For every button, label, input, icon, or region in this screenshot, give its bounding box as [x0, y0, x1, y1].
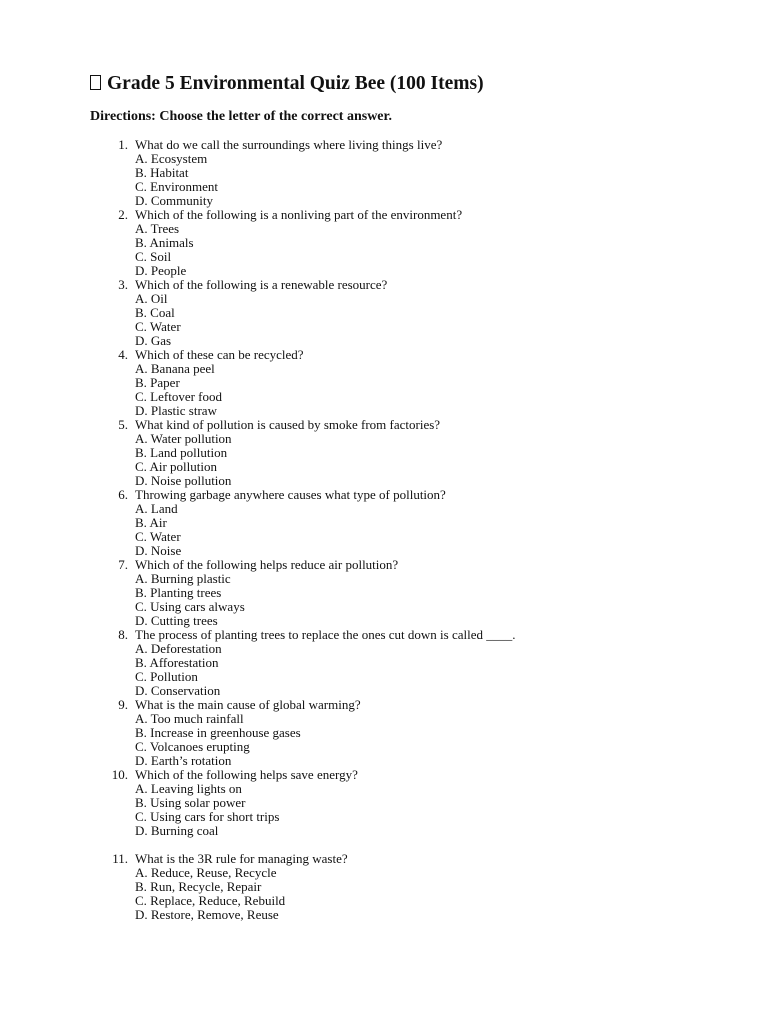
question-item	[0, 208, 768, 278]
answer-option: D. Cutting trees	[135, 613, 218, 628]
answer-option: B. Habitat	[135, 165, 189, 180]
question-number: 2.	[118, 207, 128, 222]
answer-option: B. Air	[135, 515, 167, 530]
question-item	[0, 558, 768, 628]
answer-option: D. Plastic straw	[135, 403, 217, 418]
question-item	[0, 138, 768, 208]
answer-option: B. Land pollution	[135, 445, 228, 460]
question-item	[0, 348, 768, 418]
question-number: 10.	[111, 767, 128, 782]
question-item	[0, 488, 768, 558]
answer-option: A. Land	[135, 501, 178, 516]
answer-option: B. Coal	[135, 305, 175, 320]
question-text: What is the 3R rule for managing waste?	[135, 851, 348, 866]
question-number: 5.	[118, 417, 128, 432]
question-item	[0, 418, 768, 488]
answer-option: C. Replace, Reduce, Rebuild	[135, 893, 286, 908]
question-text: Throwing garbage anywhere causes what type of pollution?	[135, 487, 446, 502]
question-text: Which of these can be recycled?	[135, 347, 304, 362]
question-text: Which of the following helps save energy?	[135, 767, 358, 782]
question-item	[0, 628, 768, 698]
answer-option: A. Oil	[135, 291, 168, 306]
answer-option: C. Leftover food	[135, 389, 223, 404]
answer-option: C. Soil	[135, 249, 172, 264]
answer-option: D. Earth’s rotation	[135, 753, 232, 768]
page-title	[90, 72, 484, 96]
answer-option: B. Paper	[135, 375, 180, 390]
answer-option: B. Afforestation	[135, 655, 219, 670]
answer-option: A. Leaving lights on	[135, 781, 242, 796]
question-list	[0, 138, 768, 922]
answer-option: D. Conservation	[135, 683, 221, 698]
question-text: Which of the following is a nonliving part of the environment?	[135, 207, 463, 222]
answer-option: D. Restore, Remove, Reuse	[135, 907, 279, 922]
question-text: Which of the following is a renewable resource?	[135, 277, 388, 292]
question-number: 9.	[118, 697, 128, 712]
answer-option: A. Reduce, Reuse, Recycle	[135, 865, 277, 880]
answer-option: A. Water pollution	[135, 431, 232, 446]
answer-option: C. Using cars for short trips	[135, 809, 280, 824]
answer-option: C. Water	[135, 529, 181, 544]
question-number: 6.	[118, 487, 128, 502]
answer-option: C. Air pollution	[135, 459, 217, 474]
question-number: 11.	[112, 851, 128, 866]
missing-glyph-icon	[90, 75, 101, 90]
question-text: What is the main cause of global warming?	[135, 697, 361, 712]
answer-option: C. Water	[135, 319, 181, 334]
question-item	[0, 278, 768, 348]
question-text: What kind of pollution is caused by smoke from factories?	[135, 417, 441, 432]
answer-option: B. Using solar power	[135, 795, 246, 810]
question-text: The process of planting trees to replace the ones cut down is called ____.	[135, 627, 516, 642]
question-text: Which of the following helps reduce air pollution?	[135, 557, 399, 572]
answer-option: C. Pollution	[135, 669, 198, 684]
answer-option: B. Animals	[135, 235, 194, 250]
answer-option: D. Noise	[135, 543, 182, 558]
question-number: 3.	[118, 277, 128, 292]
question-number: 8.	[118, 627, 128, 642]
answer-option: D. People	[135, 263, 187, 278]
question-number: 7.	[118, 557, 128, 572]
question-item	[0, 768, 768, 838]
question-number: 4.	[118, 347, 128, 362]
answer-option: D. Burning coal	[135, 823, 219, 838]
question-item	[0, 698, 768, 768]
answer-option: C. Using cars always	[135, 599, 245, 614]
title-text: Grade 5 Environmental Quiz Bee (100 Items)	[107, 73, 484, 94]
answer-option: A. Trees	[135, 221, 180, 236]
answer-option: B. Increase in greenhouse gases	[135, 725, 301, 740]
directions-text: Directions: Choose the letter of the correct answer.	[90, 109, 392, 124]
question-item	[0, 852, 768, 922]
answer-option: B. Planting trees	[135, 585, 222, 600]
answer-option: D. Community	[135, 193, 214, 208]
answer-option: D. Gas	[135, 333, 172, 348]
answer-option: C. Environment	[135, 179, 219, 194]
answer-option: A. Too much rainfall	[135, 711, 244, 726]
question-number: 1.	[118, 137, 128, 152]
answer-option: B. Run, Recycle, Repair	[135, 879, 262, 894]
answer-option: D. Noise pollution	[135, 473, 232, 488]
answer-option: A. Burning plastic	[135, 571, 231, 586]
answer-option: A. Ecosystem	[135, 151, 208, 166]
question-text: What do we call the surroundings where living things live?	[135, 137, 443, 152]
answer-option: A. Banana peel	[135, 361, 215, 376]
answer-option: A. Deforestation	[135, 641, 222, 656]
answer-option: C. Volcanoes erupting	[135, 739, 250, 754]
